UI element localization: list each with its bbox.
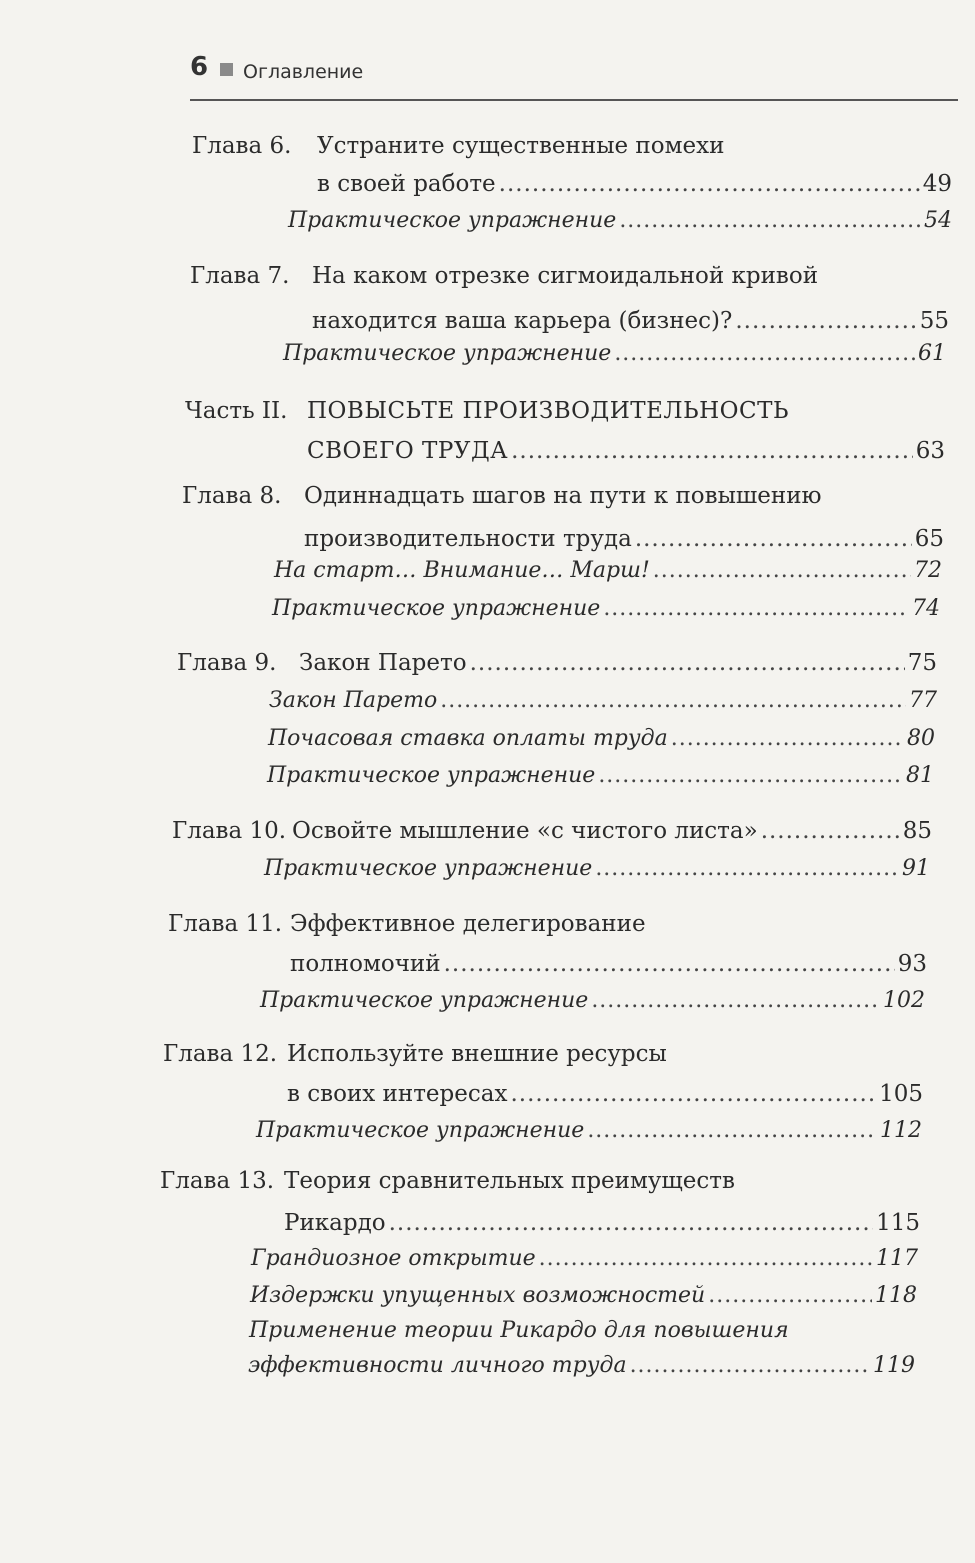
leader-dots <box>598 765 903 787</box>
toc-chapter-13-entry[interactable] <box>284 1212 920 1235</box>
section-title: Применение теории Рикардо для повышения <box>249 1318 789 1343</box>
chapter-title: Эффективное делегирование <box>290 911 646 937</box>
toc-section-entry[interactable] <box>274 560 942 582</box>
part-title: ПОВЫСЬТЕ ПРОИЗВОДИТЕЛЬНОСТЬ <box>307 398 789 424</box>
page-ref: 115 <box>876 1210 920 1236</box>
toc-section-entry[interactable] <box>288 210 952 232</box>
leader-dots <box>511 440 913 463</box>
toc-chapter-9-entry[interactable] <box>177 652 937 675</box>
chapter-title-cont: производительности труда <box>304 526 632 552</box>
section-title: Практическое упражнение <box>260 988 589 1013</box>
page-ref: 117 <box>876 1246 918 1271</box>
leader-dots <box>444 953 895 976</box>
toc-chapter-6-entry[interactable] <box>317 173 952 196</box>
section-title-cont: эффективности личного труда <box>248 1353 627 1378</box>
page-ref: 91 <box>902 856 930 881</box>
leader-dots <box>539 1248 873 1270</box>
toc-chapter-13-heading[interactable] <box>160 1170 735 1193</box>
section-title: Почасовая ставка оплаты труда <box>268 726 668 751</box>
leader-dots <box>653 560 911 582</box>
section-title: Практическое упражнение <box>267 763 596 788</box>
page-ref: 112 <box>880 1118 922 1143</box>
page-ref: 54 <box>924 208 952 233</box>
section-title: Практическое упражнение <box>288 208 617 233</box>
toc-chapter-11-entry[interactable] <box>290 953 927 976</box>
page-ref: 105 <box>879 1081 923 1107</box>
section-title: Грандиозное открытие <box>251 1246 536 1271</box>
page-ref: 61 <box>918 341 946 366</box>
leader-dots <box>761 820 900 843</box>
page-ref: 85 <box>902 818 932 844</box>
section-title: Практическое упражнение <box>272 596 601 621</box>
chapter-title: Закон Парето <box>299 650 467 676</box>
toc-section-heading[interactable] <box>249 1320 789 1342</box>
chapter-label: Глава 13. <box>160 1168 275 1194</box>
leader-dots <box>587 1120 877 1142</box>
page-ref: 63 <box>915 438 945 464</box>
section-title: Издержки упущенных возможностей <box>250 1283 706 1308</box>
page-ref: 65 <box>914 526 944 552</box>
toc-chapter-11-heading[interactable] <box>168 913 646 936</box>
part-title-cont: СВОЕГО ТРУДА <box>307 438 509 464</box>
page-ref: 74 <box>912 596 940 621</box>
chapter-label: Глава 9. <box>177 650 277 676</box>
chapter-title: Устраните существенные помехи <box>317 133 725 159</box>
section-title: Практическое упражнение <box>283 341 612 366</box>
toc-chapter-6-heading[interactable] <box>192 135 724 158</box>
section-title: Практическое упражнение <box>264 856 593 881</box>
toc-chapter-8-heading[interactable] <box>182 485 822 508</box>
running-head-title: Оглавление <box>243 61 364 83</box>
chapter-label: Глава 10. <box>172 818 287 844</box>
page-ref: 102 <box>883 988 925 1013</box>
toc-part-2-heading[interactable] <box>185 400 789 423</box>
leader-dots <box>603 598 909 620</box>
toc-chapter-8-entry[interactable] <box>304 528 944 551</box>
page-ref: 49 <box>922 171 952 197</box>
leader-dots <box>510 1083 876 1106</box>
leader-dots <box>735 310 916 333</box>
leader-dots <box>671 728 904 750</box>
toc-section-entry[interactable] <box>264 858 930 880</box>
toc-section-entry[interactable] <box>283 343 946 365</box>
toc-section-entry[interactable] <box>260 990 925 1012</box>
toc-part-2-entry[interactable] <box>307 440 945 463</box>
part-label: Часть II. <box>185 398 288 424</box>
leader-dots <box>614 343 915 365</box>
toc-chapter-7-entry[interactable] <box>312 310 949 333</box>
page-ref: 75 <box>907 650 937 676</box>
page-ref: 81 <box>906 763 934 788</box>
chapter-title-cont: в своей работе <box>317 171 496 197</box>
page-ref: 80 <box>907 726 935 751</box>
chapter-title: На каком отрезке сигмоидальной кривой <box>312 263 819 289</box>
chapter-label: Глава 6. <box>192 133 292 159</box>
page-ref: 77 <box>909 688 937 713</box>
leader-dots <box>630 1355 870 1377</box>
toc-chapter-7-heading[interactable] <box>190 265 818 288</box>
chapter-title: Одиннадцать шагов на пути к повышению <box>304 483 822 509</box>
toc-section-entry[interactable] <box>272 598 940 620</box>
chapter-label: Глава 12. <box>163 1041 278 1067</box>
leader-dots <box>470 652 905 675</box>
chapter-title: Теория сравнительных преимуществ <box>284 1168 735 1194</box>
page-ref: 118 <box>875 1283 917 1308</box>
leader-dots <box>499 173 920 196</box>
toc-chapter-12-entry[interactable] <box>287 1083 923 1106</box>
section-title: Закон Парето <box>269 688 438 713</box>
leader-dots <box>619 210 921 232</box>
page-number: 6 <box>190 52 209 82</box>
chapter-title-cont: находится ваша карьера (бизнес)? <box>312 308 733 334</box>
chapter-label: Глава 11. <box>168 911 283 937</box>
leader-dots <box>591 990 880 1012</box>
chapter-title-cont: полномочий <box>290 951 441 977</box>
chapter-title: Освойте мышление «с чистого листа» <box>292 818 758 844</box>
chapter-title: Используйте внешние ресурсы <box>287 1041 667 1067</box>
toc-section-entry[interactable] <box>269 690 937 712</box>
chapter-label: Глава 7. <box>190 263 290 289</box>
page-ref: 93 <box>897 951 927 977</box>
toc-chapter-12-heading[interactable] <box>163 1043 667 1066</box>
toc-section-entry[interactable] <box>256 1120 922 1142</box>
section-title: Практическое упражнение <box>256 1118 585 1143</box>
page-ref: 72 <box>914 558 942 583</box>
leader-dots <box>440 690 906 712</box>
leader-dots <box>635 528 912 551</box>
toc-section-entry[interactable] <box>248 1355 915 1377</box>
toc-section-entry[interactable] <box>267 765 934 787</box>
section-title: На старт… Внимание… Марш! <box>274 558 650 583</box>
page-ref: 55 <box>919 308 949 334</box>
toc-chapter-10-entry[interactable] <box>172 820 932 843</box>
toc-section-entry[interactable] <box>251 1248 918 1270</box>
toc-section-entry[interactable] <box>250 1285 917 1307</box>
leader-dots <box>708 1285 872 1307</box>
chapter-label: Глава 8. <box>182 483 282 509</box>
leader-dots <box>389 1212 873 1235</box>
chapter-title-cont: в своих интересах <box>287 1081 508 1107</box>
chapter-title-cont: Рикардо <box>284 1210 386 1236</box>
page-ref: 119 <box>873 1353 915 1378</box>
leader-dots <box>595 858 899 880</box>
toc-section-entry[interactable] <box>268 728 935 750</box>
